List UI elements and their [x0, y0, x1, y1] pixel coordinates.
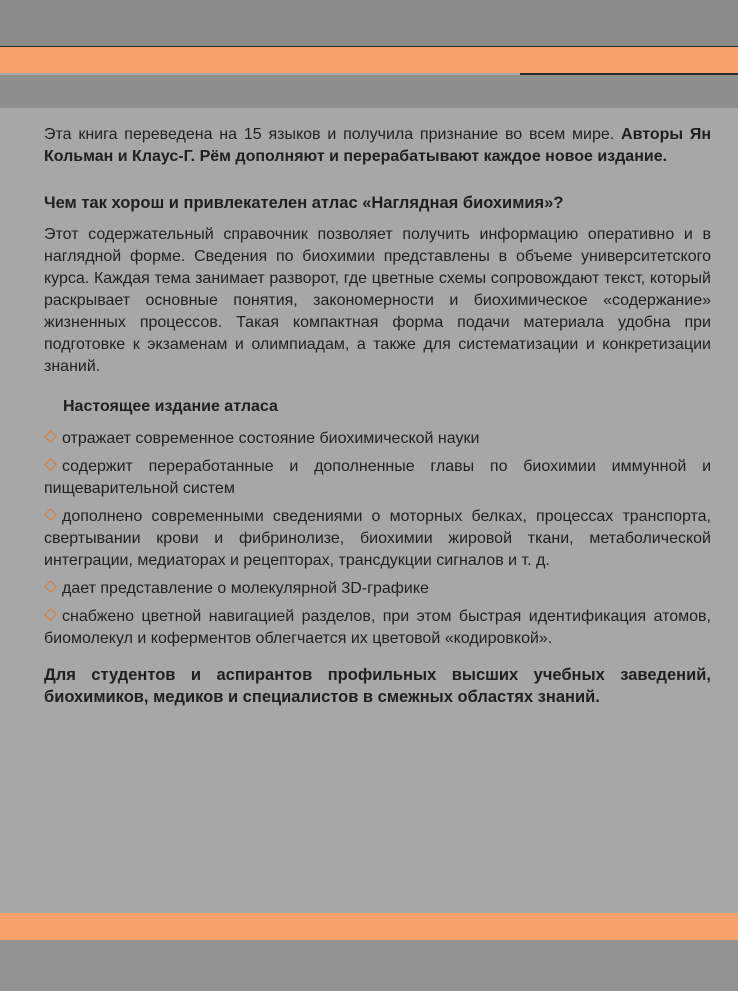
feature-item: [44, 456, 711, 500]
intro-paragraph: [44, 124, 711, 168]
top-orange-stripe: [0, 46, 738, 73]
edition-heading: Настоящее издание атласа: [63, 398, 278, 415]
audience-statement: Для студентов и аспирантов профильных высших учебных заведений, биохимиков, медиков и специалистов в смежных областях знаний.: [44, 666, 711, 706]
feature-item: [44, 428, 711, 450]
feature-text: дает представление о молекулярной 3D-графике: [62, 580, 429, 597]
feature-text: содержит переработанные и дополненные главы по биохимии иммунной и пищеварительной систем: [44, 458, 711, 497]
features-list: [44, 428, 711, 650]
bottom-gray-band: [0, 940, 738, 991]
feature-text: отражает современное состояние биохимической науки: [62, 430, 480, 447]
intro-authors-line: Авторы Ян Кольман и Клаус-Г. Рём дополняют и перерабатывают каждое новое издание.: [44, 126, 711, 165]
description-paragraph: Этот содержательный справочник позволяет получить информацию оперативно и в наглядной форме. Сведения по биохимии представлены в объеме университетского курса. Каждая тема занимает разворот, где цветные схемы сопровождают текст, который раскрывает основные понятия, закономерности и биохимическое «содержание» жизненных процессов. Такая компактная форма подачи материала удобна при подготовке к экзаменам и олимпиадам, а также для систематизации и конкретизации знаний.: [44, 226, 711, 375]
bottom-orange-stripe: [0, 913, 738, 940]
feature-item: [44, 578, 711, 600]
top-gray-band: [0, 0, 738, 46]
diamond-bullet-icon: [44, 508, 57, 521]
feature-text: дополнено современными сведениями о моторных белках, процессах транспорта, свертывании крови и фибринолизе, биохимии жировой ткани, метаболической интеграции, медиаторах и рецепторах, трансдукции сигналов и т. д.: [44, 508, 711, 569]
feature-item: [44, 606, 711, 650]
diamond-bullet-icon: [44, 608, 57, 621]
back-cover-text: [44, 124, 711, 708]
upper-gray-band: [0, 75, 738, 108]
feature-item: [44, 506, 711, 572]
feature-text: снабжено цветной навигацией разделов, при этом быстрая идентификация атомов, биомолекул и коферментов облегчается их цветовой «кодировкой».: [44, 608, 711, 647]
intro-translation-line: Эта книга переведена на 15 языков и получила признание во всем мире.: [44, 126, 615, 143]
diamond-bullet-icon: [44, 580, 57, 593]
diamond-bullet-icon: [44, 458, 57, 471]
question-heading: Чем так хорош и привлекателен атлас «Наглядная биохимия»?: [44, 194, 564, 212]
diamond-bullet-icon: [44, 430, 57, 443]
